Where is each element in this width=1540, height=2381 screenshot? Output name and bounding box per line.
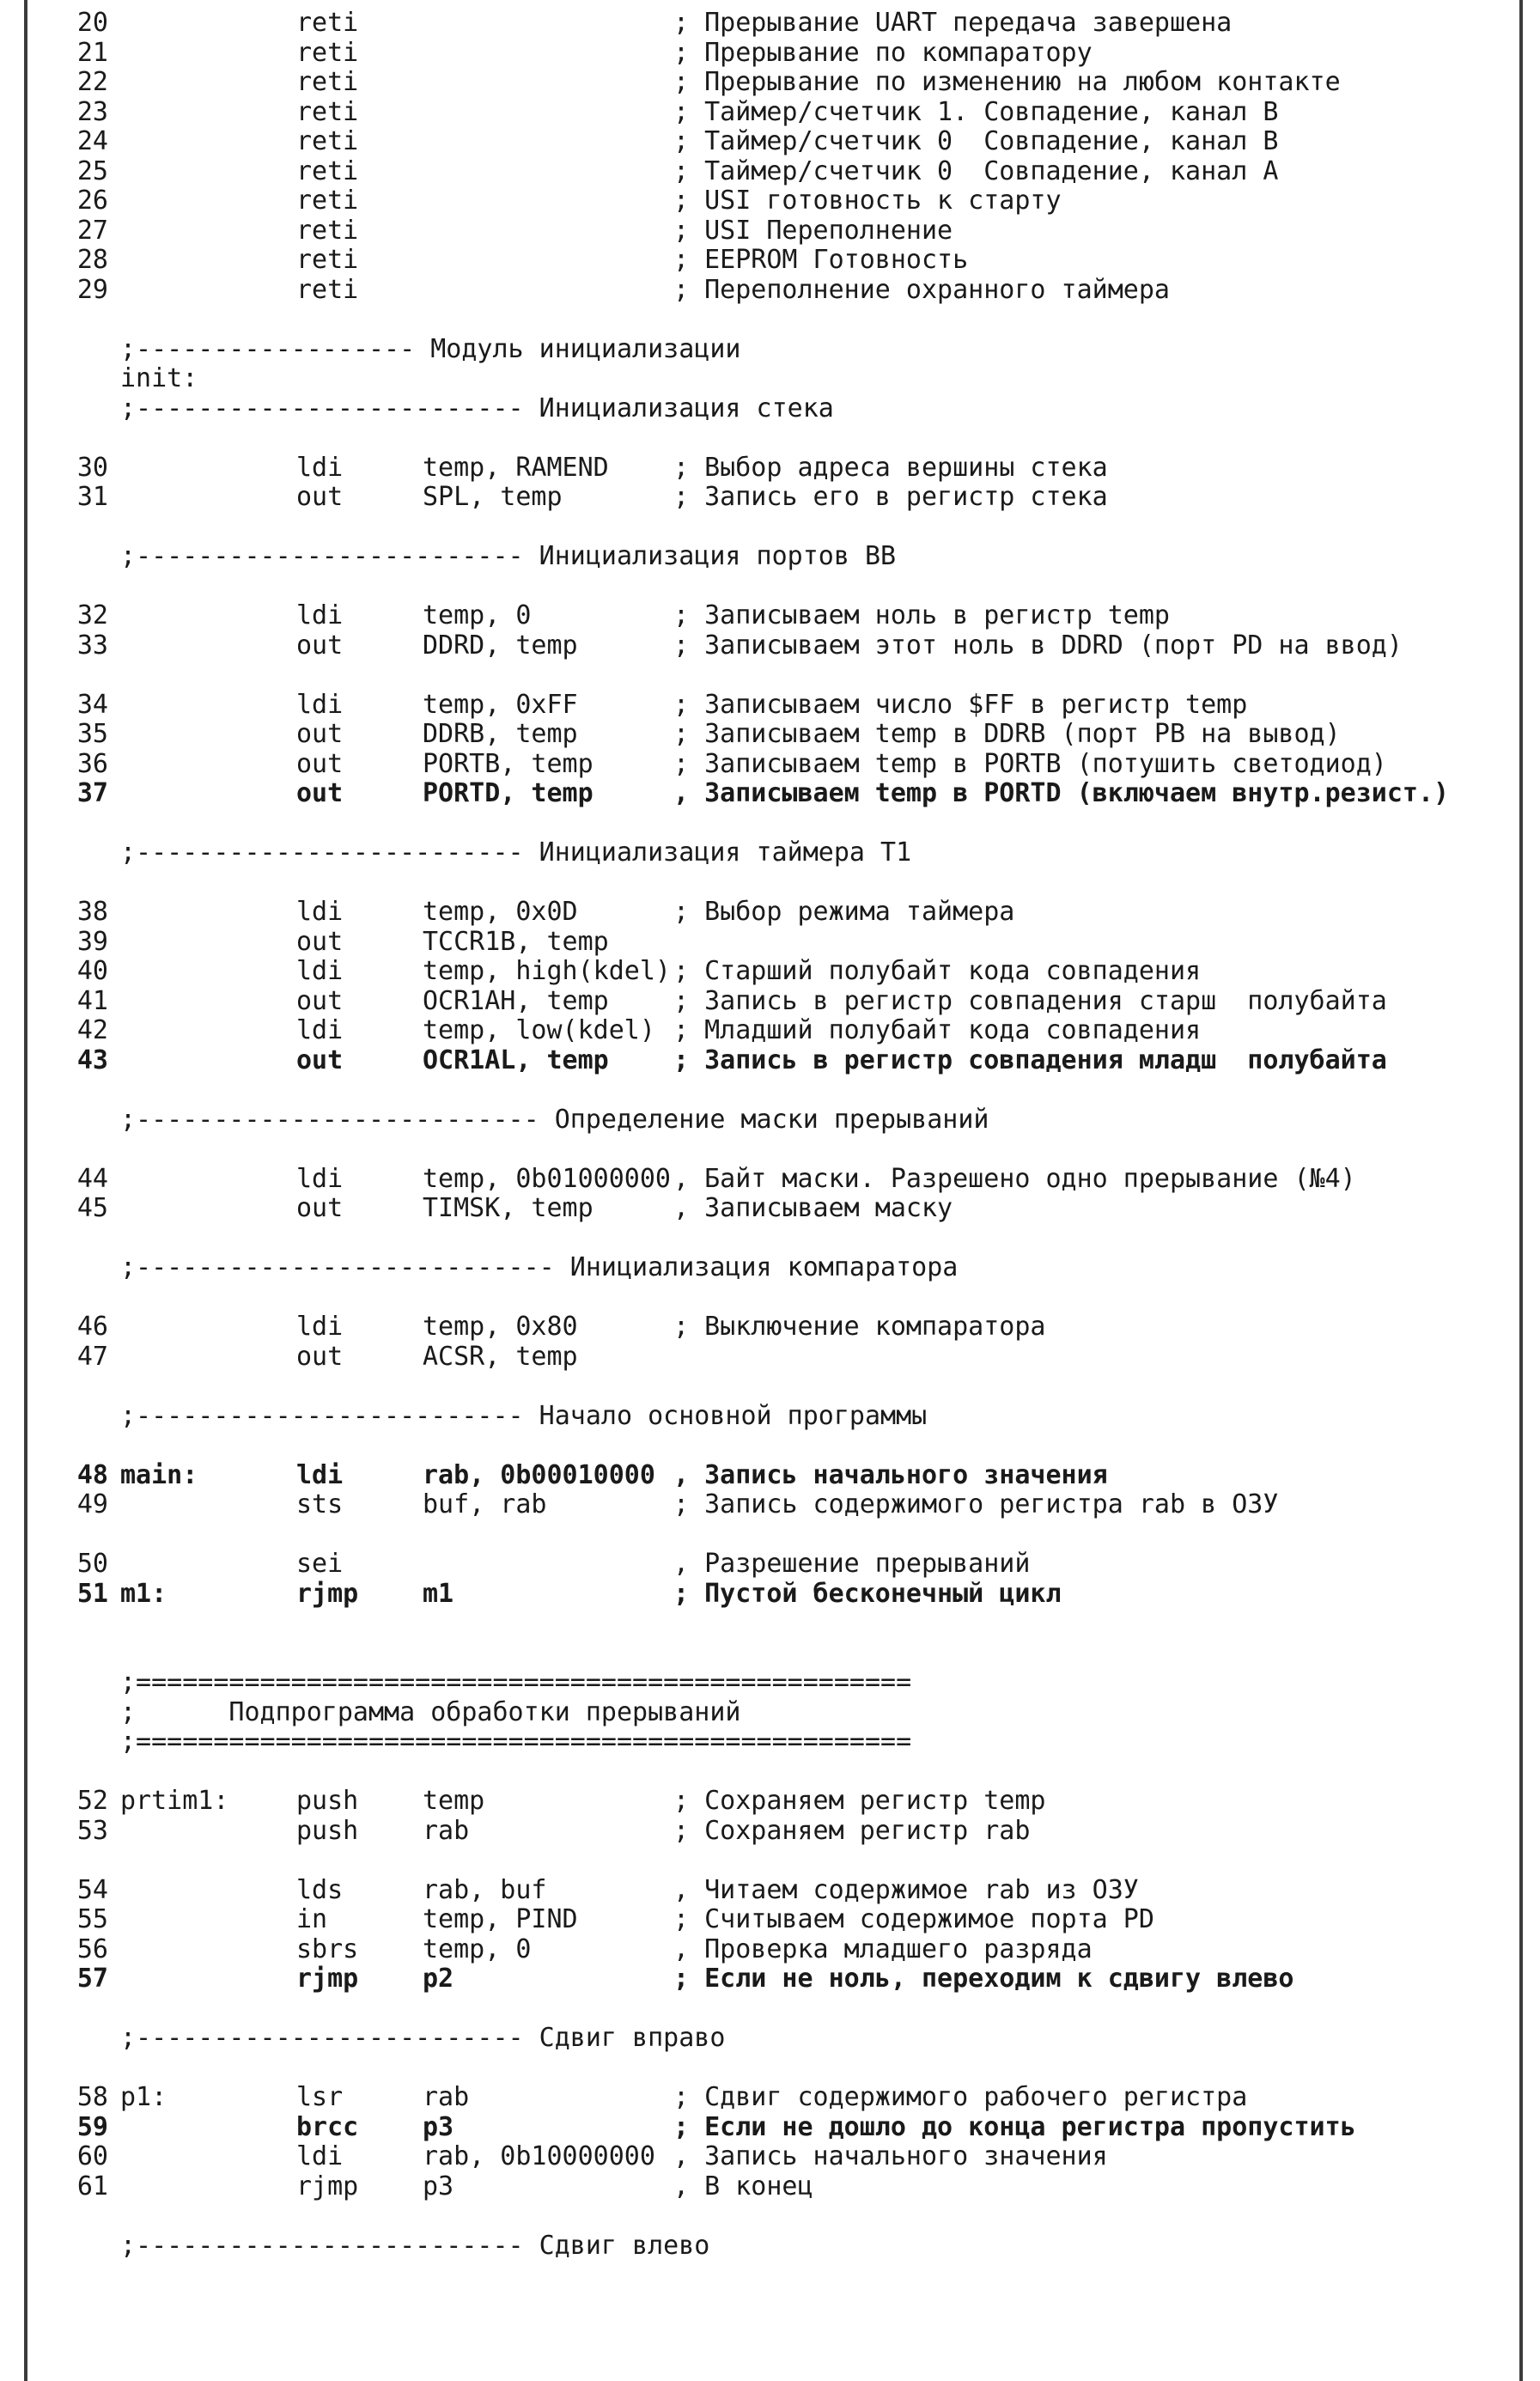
section-separator <box>0 1402 1540 1431</box>
section-separator <box>0 542 1540 571</box>
code-line <box>0 1905 1540 1934</box>
separator-text: ;================================================== <box>120 1667 912 1697</box>
code-line <box>0 1165 1540 1194</box>
section-separator <box>0 1253 1540 1282</box>
operands: rab <box>423 2082 470 2112</box>
section-separator <box>0 1668 1540 1697</box>
code-label: prtim1: <box>120 1786 229 1816</box>
code-comment: ; Таймер/счетчик 0 Совпадение, канал B <box>673 126 1279 156</box>
blank-line <box>0 809 1540 838</box>
line-number: 51 <box>76 1578 108 1609</box>
code-line <box>0 1016 1540 1045</box>
code-line <box>0 1461 1540 1490</box>
code-line <box>0 1343 1540 1372</box>
code-line <box>0 957 1540 986</box>
code-comment: ; Пустой бесконечный цикл <box>673 1578 1062 1609</box>
code-comment: ; Сдвиг содержимого рабочего регистра <box>673 2082 1248 2112</box>
line-number: 58 <box>76 2082 108 2112</box>
code-comment: ; Сохраняем регистр rab <box>673 1815 1031 1846</box>
mnemonic: ldi <box>296 1459 344 1490</box>
mnemonic: out <box>296 482 344 512</box>
code-comment: ; Если не ноль, переходим к сдвигу влево <box>673 1964 1294 1994</box>
mnemonic: reti <box>296 274 359 305</box>
line-number: 29 <box>76 274 108 305</box>
mnemonic: sbrs <box>296 1933 359 1964</box>
mnemonic: lsr <box>296 2082 344 2112</box>
code-line <box>0 601 1540 630</box>
line-number: 39 <box>76 926 108 957</box>
operands: OCR1AH, temp <box>423 985 609 1016</box>
line-number: 34 <box>76 689 108 720</box>
code-comment: ; Записываем этот ноль в DDRD (порт PD на ввод) <box>673 630 1403 661</box>
line-number: 43 <box>76 1044 108 1075</box>
operands: temp, 0x0D <box>423 897 578 927</box>
line-number: 40 <box>76 956 108 986</box>
line-number: 42 <box>76 1015 108 1045</box>
blank-line <box>0 2054 1540 2083</box>
line-number: 47 <box>76 1341 108 1372</box>
mnemonic: sts <box>296 1489 344 1519</box>
code-comment: ; Таймер/счетчик 0 Совпадение, канал A <box>673 155 1279 186</box>
operands: temp <box>423 1786 485 1816</box>
mnemonic: reti <box>296 186 359 216</box>
blank-line <box>0 305 1540 334</box>
code-line <box>0 779 1540 808</box>
code-comment: , Записываем temp в PORTD (включаем внутр.резист.) <box>673 778 1450 808</box>
blank-line <box>0 572 1540 601</box>
line-number: 21 <box>76 37 108 68</box>
code-comment: ; USI готовность к старту <box>673 186 1062 216</box>
code-comment: ; Запись его в регистр стека <box>673 482 1108 512</box>
mnemonic: ldi <box>296 2141 344 2171</box>
code-comment: ; Переполнение охранного таймера <box>673 274 1170 305</box>
code-line <box>0 246 1540 275</box>
blank-line <box>0 1283 1540 1312</box>
separator-text: ;------------------------- Инициализация портов ВВ <box>120 541 897 571</box>
mnemonic: out <box>296 1193 344 1223</box>
code-comment: ; Записываем temp в DDRB (порт PB на вывод) <box>673 719 1341 749</box>
operands: rab, buf <box>423 1874 547 1905</box>
operands: TIMSK, temp <box>423 1193 593 1223</box>
separator-text: ;------------------------- Начало основной программы <box>120 1400 928 1431</box>
separator-text: ;------------------------- Инициализация стека <box>120 393 834 423</box>
mnemonic: reti <box>296 67 359 97</box>
code-line <box>0 691 1540 720</box>
operands: temp, 0 <box>423 1933 532 1964</box>
code-comment: ; Записываем число $FF в регистр temp <box>673 689 1248 720</box>
code-comment: ; Выключение компаратора <box>673 1312 1046 1342</box>
mnemonic: ldi <box>296 1163 344 1194</box>
code-comment: , Запись начального значения <box>673 1459 1108 1490</box>
code-line <box>0 1787 1540 1816</box>
line-number: 28 <box>76 245 108 275</box>
section-separator <box>0 838 1540 868</box>
blank-line <box>0 1431 1540 1460</box>
operands: temp, low(kdel) <box>423 1015 655 1045</box>
mnemonic: brcc <box>296 2111 359 2142</box>
label-line <box>0 364 1540 393</box>
mnemonic: ldi <box>296 897 344 927</box>
mnemonic: out <box>296 1044 344 1075</box>
blank-line <box>0 1520 1540 1550</box>
separator-text: ; Подпрограмма обработки прерываний <box>120 1696 741 1727</box>
code-label: p1: <box>120 2082 167 2112</box>
line-number: 48 <box>76 1459 108 1490</box>
code-comment: , Байт маски. Разрешено одно прерывание (№4) <box>673 1163 1356 1194</box>
operands: temp, 0 <box>423 600 532 630</box>
code-comment: ; Прерывание по компаратору <box>673 37 1093 68</box>
code-line <box>0 9 1540 38</box>
code-line <box>0 1550 1540 1579</box>
mnemonic: ldi <box>296 1312 344 1342</box>
code-line <box>0 1817 1540 1846</box>
code-line <box>0 898 1540 927</box>
code-label: init: <box>120 363 198 393</box>
code-line <box>0 157 1540 186</box>
mnemonic: sei <box>296 1549 344 1579</box>
operands: temp, RAMEND <box>423 452 609 483</box>
code-line <box>0 454 1540 483</box>
line-number: 23 <box>76 96 108 127</box>
line-number: 38 <box>76 897 108 927</box>
mnemonic: reti <box>296 215 359 246</box>
blank-line <box>0 868 1540 898</box>
operands: OCR1AL, temp <box>423 1044 609 1075</box>
line-number: 36 <box>76 748 108 779</box>
code-line <box>0 720 1540 749</box>
mnemonic: ldi <box>296 452 344 483</box>
line-number: 25 <box>76 155 108 186</box>
operands: rab <box>423 1815 470 1846</box>
mnemonic: out <box>296 719 344 749</box>
operands: ACSR, temp <box>423 1341 578 1372</box>
operands: PORTD, temp <box>423 778 593 808</box>
code-comment: , Проверка младшего разряда <box>673 1933 1093 1964</box>
line-number: 27 <box>76 215 108 246</box>
mnemonic: out <box>296 985 344 1016</box>
code-line <box>0 1580 1540 1609</box>
mnemonic: in <box>296 1904 328 1934</box>
code-comment: ; Записываем temp в PORTB (потушить светодиод) <box>673 748 1387 779</box>
blank-line <box>0 1135 1540 1164</box>
line-number: 50 <box>76 1549 108 1579</box>
mnemonic: push <box>296 1815 359 1846</box>
code-line <box>0 98 1540 127</box>
blank-line <box>0 1994 1540 2024</box>
operands: DDRD, temp <box>423 630 578 661</box>
code-label: main: <box>120 1459 198 1490</box>
section-separator <box>0 2232 1540 2261</box>
mnemonic: out <box>296 1341 344 1372</box>
line-number: 61 <box>76 2171 108 2201</box>
code-line <box>0 1194 1540 1223</box>
blank-line <box>0 1224 1540 1253</box>
line-number: 60 <box>76 2141 108 2171</box>
code-line <box>0 1876 1540 1905</box>
line-number: 35 <box>76 719 108 749</box>
code-comment: ; Прерывание по изменению на любом контакте <box>673 67 1341 97</box>
section-separator <box>0 1727 1540 1757</box>
line-number: 22 <box>76 67 108 97</box>
operands: rab, 0b10000000 <box>423 2141 655 2171</box>
code-comment: ; Запись в регистр совпадения старш полубайта <box>673 985 1387 1016</box>
mnemonic: ldi <box>296 600 344 630</box>
code-comment: , Запись начального значения <box>673 2141 1108 2171</box>
mnemonic: lds <box>296 1874 344 1905</box>
code-line <box>0 483 1540 512</box>
code-comment: ; Младший полубайт кода совпадения <box>673 1015 1202 1045</box>
code-line <box>0 2172 1540 2201</box>
code-label: m1: <box>120 1578 167 1609</box>
mnemonic: reti <box>296 8 359 38</box>
line-number: 31 <box>76 482 108 512</box>
operands: p3 <box>423 2171 454 2201</box>
mnemonic: out <box>296 926 344 957</box>
code-line <box>0 631 1540 661</box>
mnemonic: ldi <box>296 956 344 986</box>
code-comment: , Читаем содержимое rab из ОЗУ <box>673 1874 1139 1905</box>
operands: p3 <box>423 2111 454 2142</box>
code-comment: ; Сохраняем регистр temp <box>673 1786 1046 1816</box>
blank-line <box>0 1075 1540 1105</box>
line-number: 49 <box>76 1489 108 1519</box>
separator-text: ;------------------------- Сдвиг вправо <box>120 2023 726 2053</box>
blank-line <box>0 661 1540 690</box>
blank-line <box>0 423 1540 453</box>
code-comment: ; Если не дошло до конца регистра пропустить <box>673 2111 1356 2142</box>
operands: DDRB, temp <box>423 719 578 749</box>
line-number: 54 <box>76 1874 108 1905</box>
line-number: 46 <box>76 1312 108 1342</box>
line-number: 45 <box>76 1193 108 1223</box>
code-comment: ; USI Переполнение <box>673 215 953 246</box>
mnemonic: ldi <box>296 689 344 720</box>
line-number: 41 <box>76 985 108 1016</box>
mnemonic: reti <box>296 245 359 275</box>
mnemonic: ldi <box>296 1015 344 1045</box>
code-comment: , Разрешение прерываний <box>673 1549 1031 1579</box>
separator-text: ;--------------------------- Инициализация компаратора <box>120 1252 959 1282</box>
mnemonic: out <box>296 630 344 661</box>
code-line <box>0 1312 1540 1342</box>
code-line <box>0 1490 1540 1519</box>
blank-line <box>0 1372 1540 1401</box>
line-number: 59 <box>76 2111 108 2142</box>
code-line <box>0 276 1540 305</box>
code-comment: ; Считываем содержимое порта PD <box>673 1904 1154 1934</box>
operands: p2 <box>423 1964 454 1994</box>
line-number: 55 <box>76 1904 108 1934</box>
code-comment: ; Выбор адреса вершины стека <box>673 452 1108 483</box>
blank-line <box>0 1609 1540 1638</box>
line-number: 33 <box>76 630 108 661</box>
code-comment: , В конец <box>673 2171 813 2201</box>
separator-text: ;------------------------- Сдвиг влево <box>120 2230 710 2261</box>
code-comment: ; Запись содержимого регистра rab в ОЗУ <box>673 1489 1279 1519</box>
blank-line <box>0 1639 1540 1668</box>
code-comment: ; EEPROM Готовность <box>673 245 969 275</box>
blank-line <box>0 1846 1540 1875</box>
mnemonic: out <box>296 748 344 779</box>
code-line <box>0 39 1540 68</box>
operands: PORTB, temp <box>423 748 593 779</box>
mnemonic: reti <box>296 155 359 186</box>
code-line <box>0 1046 1540 1075</box>
mnemonic: rjmp <box>296 1578 359 1609</box>
separator-text: ;------------------ Модуль инициализации <box>120 333 741 364</box>
code-line <box>0 216 1540 246</box>
code-comment: ; Выбор режима таймера <box>673 897 1015 927</box>
mnemonic: rjmp <box>296 1964 359 1994</box>
blank-line <box>0 2201 1540 2231</box>
line-number: 26 <box>76 186 108 216</box>
section-separator <box>0 1105 1540 1135</box>
code-line <box>0 186 1540 216</box>
code-line <box>0 2083 1540 2112</box>
line-number: 30 <box>76 452 108 483</box>
code-line <box>0 1964 1540 1994</box>
section-separator <box>0 335 1540 364</box>
blank-line <box>0 513 1540 542</box>
line-number: 44 <box>76 1163 108 1194</box>
code-comment: ; Прерывание UART передача завершена <box>673 8 1233 38</box>
code-line <box>0 987 1540 1016</box>
code-line <box>0 2142 1540 2171</box>
operands: temp, high(kdel) <box>423 956 671 986</box>
code-comment: , Записываем маску <box>673 1193 953 1223</box>
operands: rab, 0b00010000 <box>423 1459 655 1490</box>
operands: m1 <box>423 1578 454 1609</box>
code-comment: ; Запись в регистр совпадения младш полубайта <box>673 1044 1387 1075</box>
blank-line <box>0 1757 1540 1787</box>
operands: SPL, temp <box>423 482 563 512</box>
code-line <box>0 68 1540 97</box>
line-number: 53 <box>76 1815 108 1846</box>
code-comment: ; Старший полубайт кода совпадения <box>673 956 1202 986</box>
code-line <box>0 750 1540 779</box>
separator-text: ;------------------------- Инициализация таймера T1 <box>120 837 912 868</box>
line-number: 20 <box>76 8 108 38</box>
operands: temp, 0b01000000 <box>423 1163 671 1194</box>
code-comment: ; Таймер/счетчик 1. Совпадение, канал B <box>673 96 1279 127</box>
line-number: 32 <box>76 600 108 630</box>
mnemonic: reti <box>296 37 359 68</box>
operands: temp, PIND <box>423 1904 578 1934</box>
section-separator <box>0 2024 1540 2053</box>
code-line <box>0 2113 1540 2142</box>
mnemonic: push <box>296 1786 359 1816</box>
line-number: 37 <box>76 778 108 808</box>
operands: temp, 0x80 <box>423 1312 578 1342</box>
line-number: 24 <box>76 126 108 156</box>
separator-text: ;================================================== <box>120 1726 912 1757</box>
code-line <box>0 1935 1540 1964</box>
code-line <box>0 928 1540 957</box>
operands: TCCR1B, temp <box>423 926 609 957</box>
separator-text: ;-------------------------- Определение маски прерываний <box>120 1104 989 1135</box>
code-line <box>0 127 1540 156</box>
line-number: 52 <box>76 1786 108 1816</box>
section-separator <box>0 1698 1540 1727</box>
operands: buf, rab <box>423 1489 547 1519</box>
line-number: 56 <box>76 1933 108 1964</box>
code-comment: ; Записываем ноль в регистр temp <box>673 600 1170 630</box>
section-separator <box>0 394 1540 423</box>
mnemonic: out <box>296 778 344 808</box>
line-number: 57 <box>76 1964 108 1994</box>
mnemonic: rjmp <box>296 2171 359 2201</box>
operands: temp, 0xFF <box>423 689 578 720</box>
mnemonic: reti <box>296 126 359 156</box>
mnemonic: reti <box>296 96 359 127</box>
